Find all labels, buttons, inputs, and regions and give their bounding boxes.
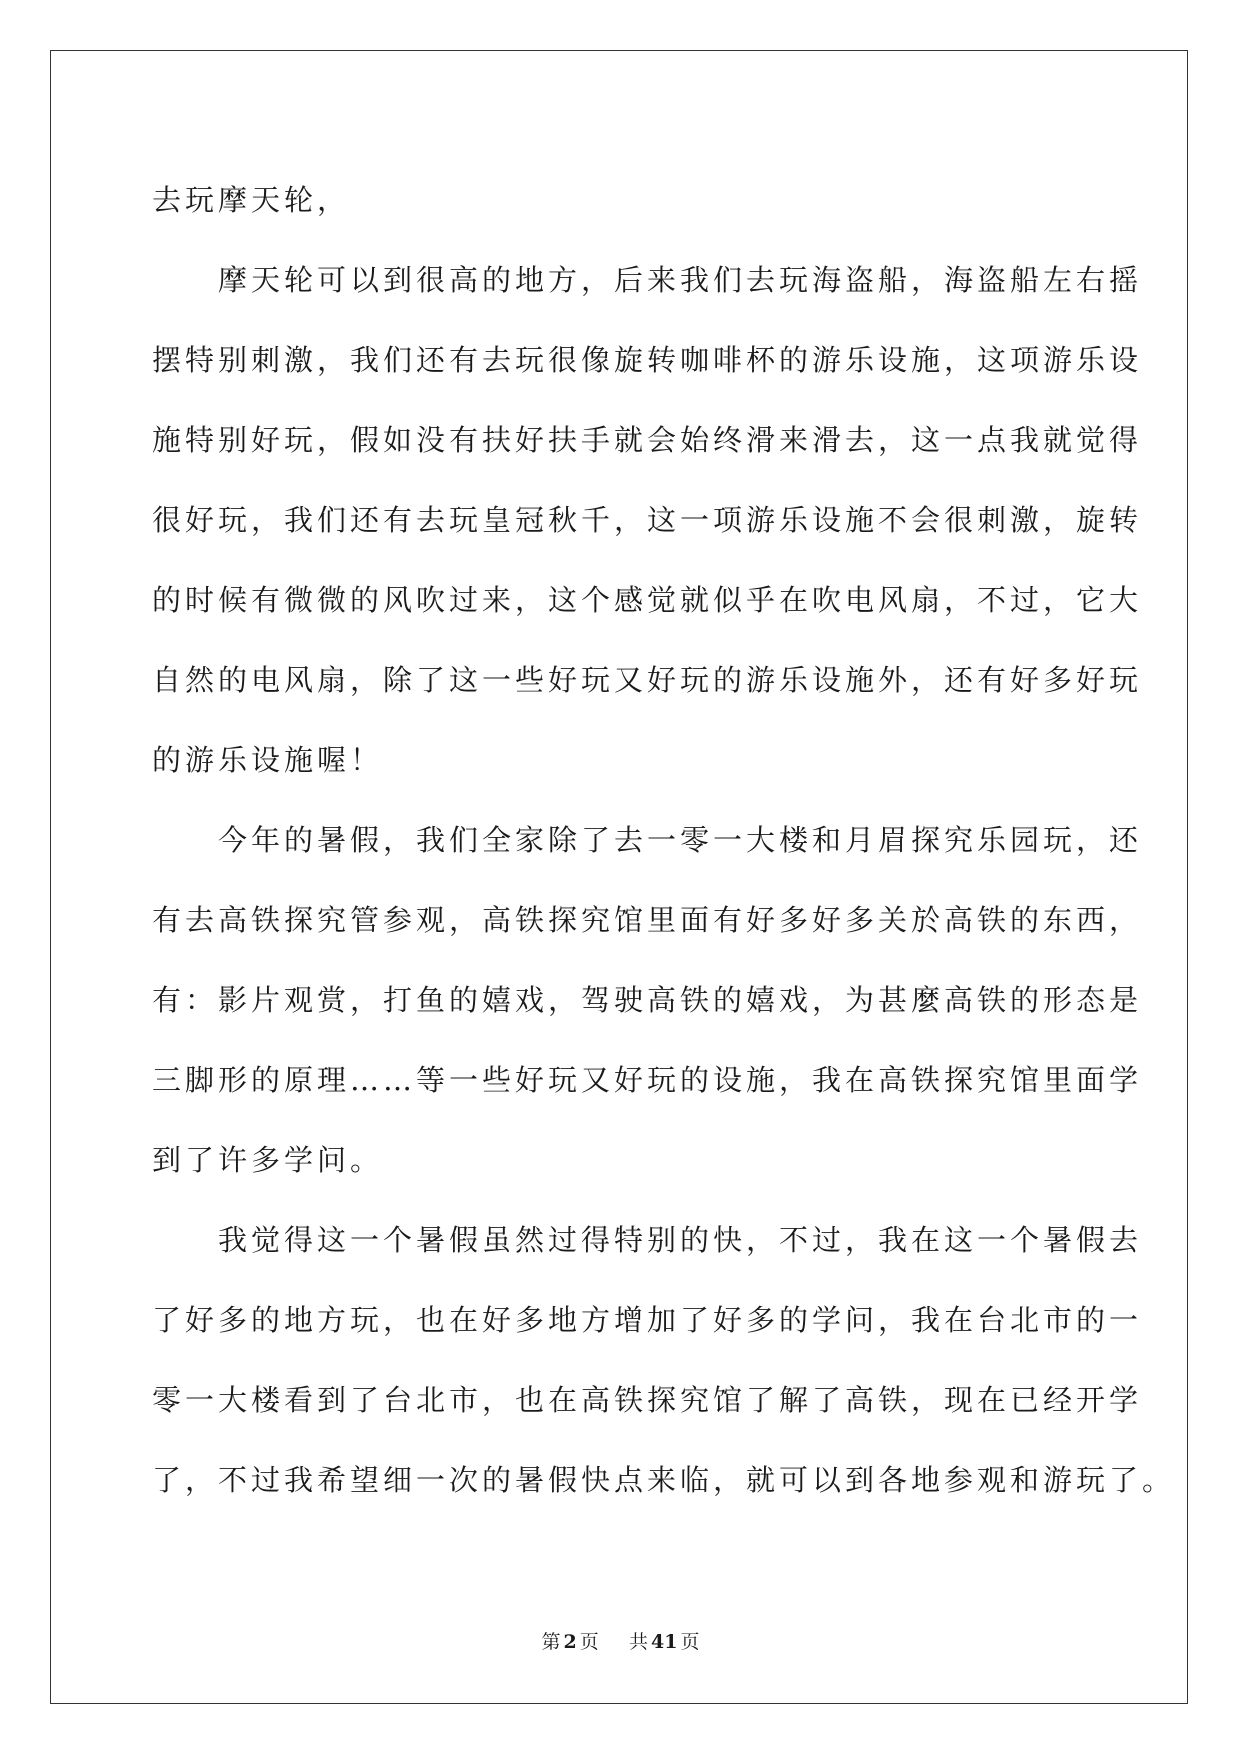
text-line: 我觉得这一个暑假虽然过得特别的快，不过，我在这一个暑假去 [152,1223,1143,1257]
text-line: 有去高铁探究管参观，高铁探究馆里面有好多好多关於高铁的东西， [152,903,1143,937]
footer-total-suffix: 页 [680,1631,700,1653]
text-line: 的游乐设施喔！ [152,743,384,777]
footer-prefix: 第 [541,1631,561,1653]
document-body [152,160,1176,1520]
text-line: 施特别好玩，假如没有扶好扶手就会始终滑来滑去，这一点我就觉得 [152,423,1143,457]
total-page-count: 41 [651,1631,678,1653]
text-line: 自然的电风扇，除了这一些好玩又好玩的游乐设施外，还有好多好玩 [152,663,1143,697]
footer-total-prefix: 共 [628,1631,648,1653]
text-line: 很好玩，我们还有去玩皇冠秋千，这一项游乐设施不会很刺激，旋转 [152,503,1143,537]
text-line: 了，不过我希望细一次的暑假快点来临，就可以到各地参观和游玩了。 [152,1463,1176,1497]
current-page-number: 2 [563,1631,577,1653]
text-line: 摩天轮可以到很高的地方，后来我们去玩海盗船，海盗船左右摇 [152,263,1143,297]
footer-page-suffix: 页 [579,1631,599,1653]
text-line: 了好多的地方玩，也在好多地方增加了好多的学问，我在台北市的一 [152,1303,1143,1337]
text-line: 的时候有微微的风吹过来，这个感觉就似乎在吹电风扇，不过，它大 [152,583,1143,617]
text-line: 到了许多学问。 [152,1143,384,1177]
text-line: 三脚形的原理……等一些好玩又好玩的设施，我在高铁探究馆里面学 [152,1063,1143,1097]
text-line: 今年的暑假，我们全家除了去一零一大楼和月眉探究乐园玩，还 [152,823,1143,857]
text-line: 有：影片观赏，打鱼的嬉戏，驾驶高铁的嬉戏，为甚麼高铁的形态是 [152,983,1143,1017]
text-line: 摆特别刺激，我们还有去玩很像旋转咖啡杯的游乐设施，这项游乐设 [152,343,1143,377]
page-footer [0,1629,1241,1655]
text-line: 零一大楼看到了台北市，也在高铁探究馆了解了高铁，现在已经开学 [152,1383,1143,1417]
text-line: 去玩摩天轮， [152,183,351,217]
